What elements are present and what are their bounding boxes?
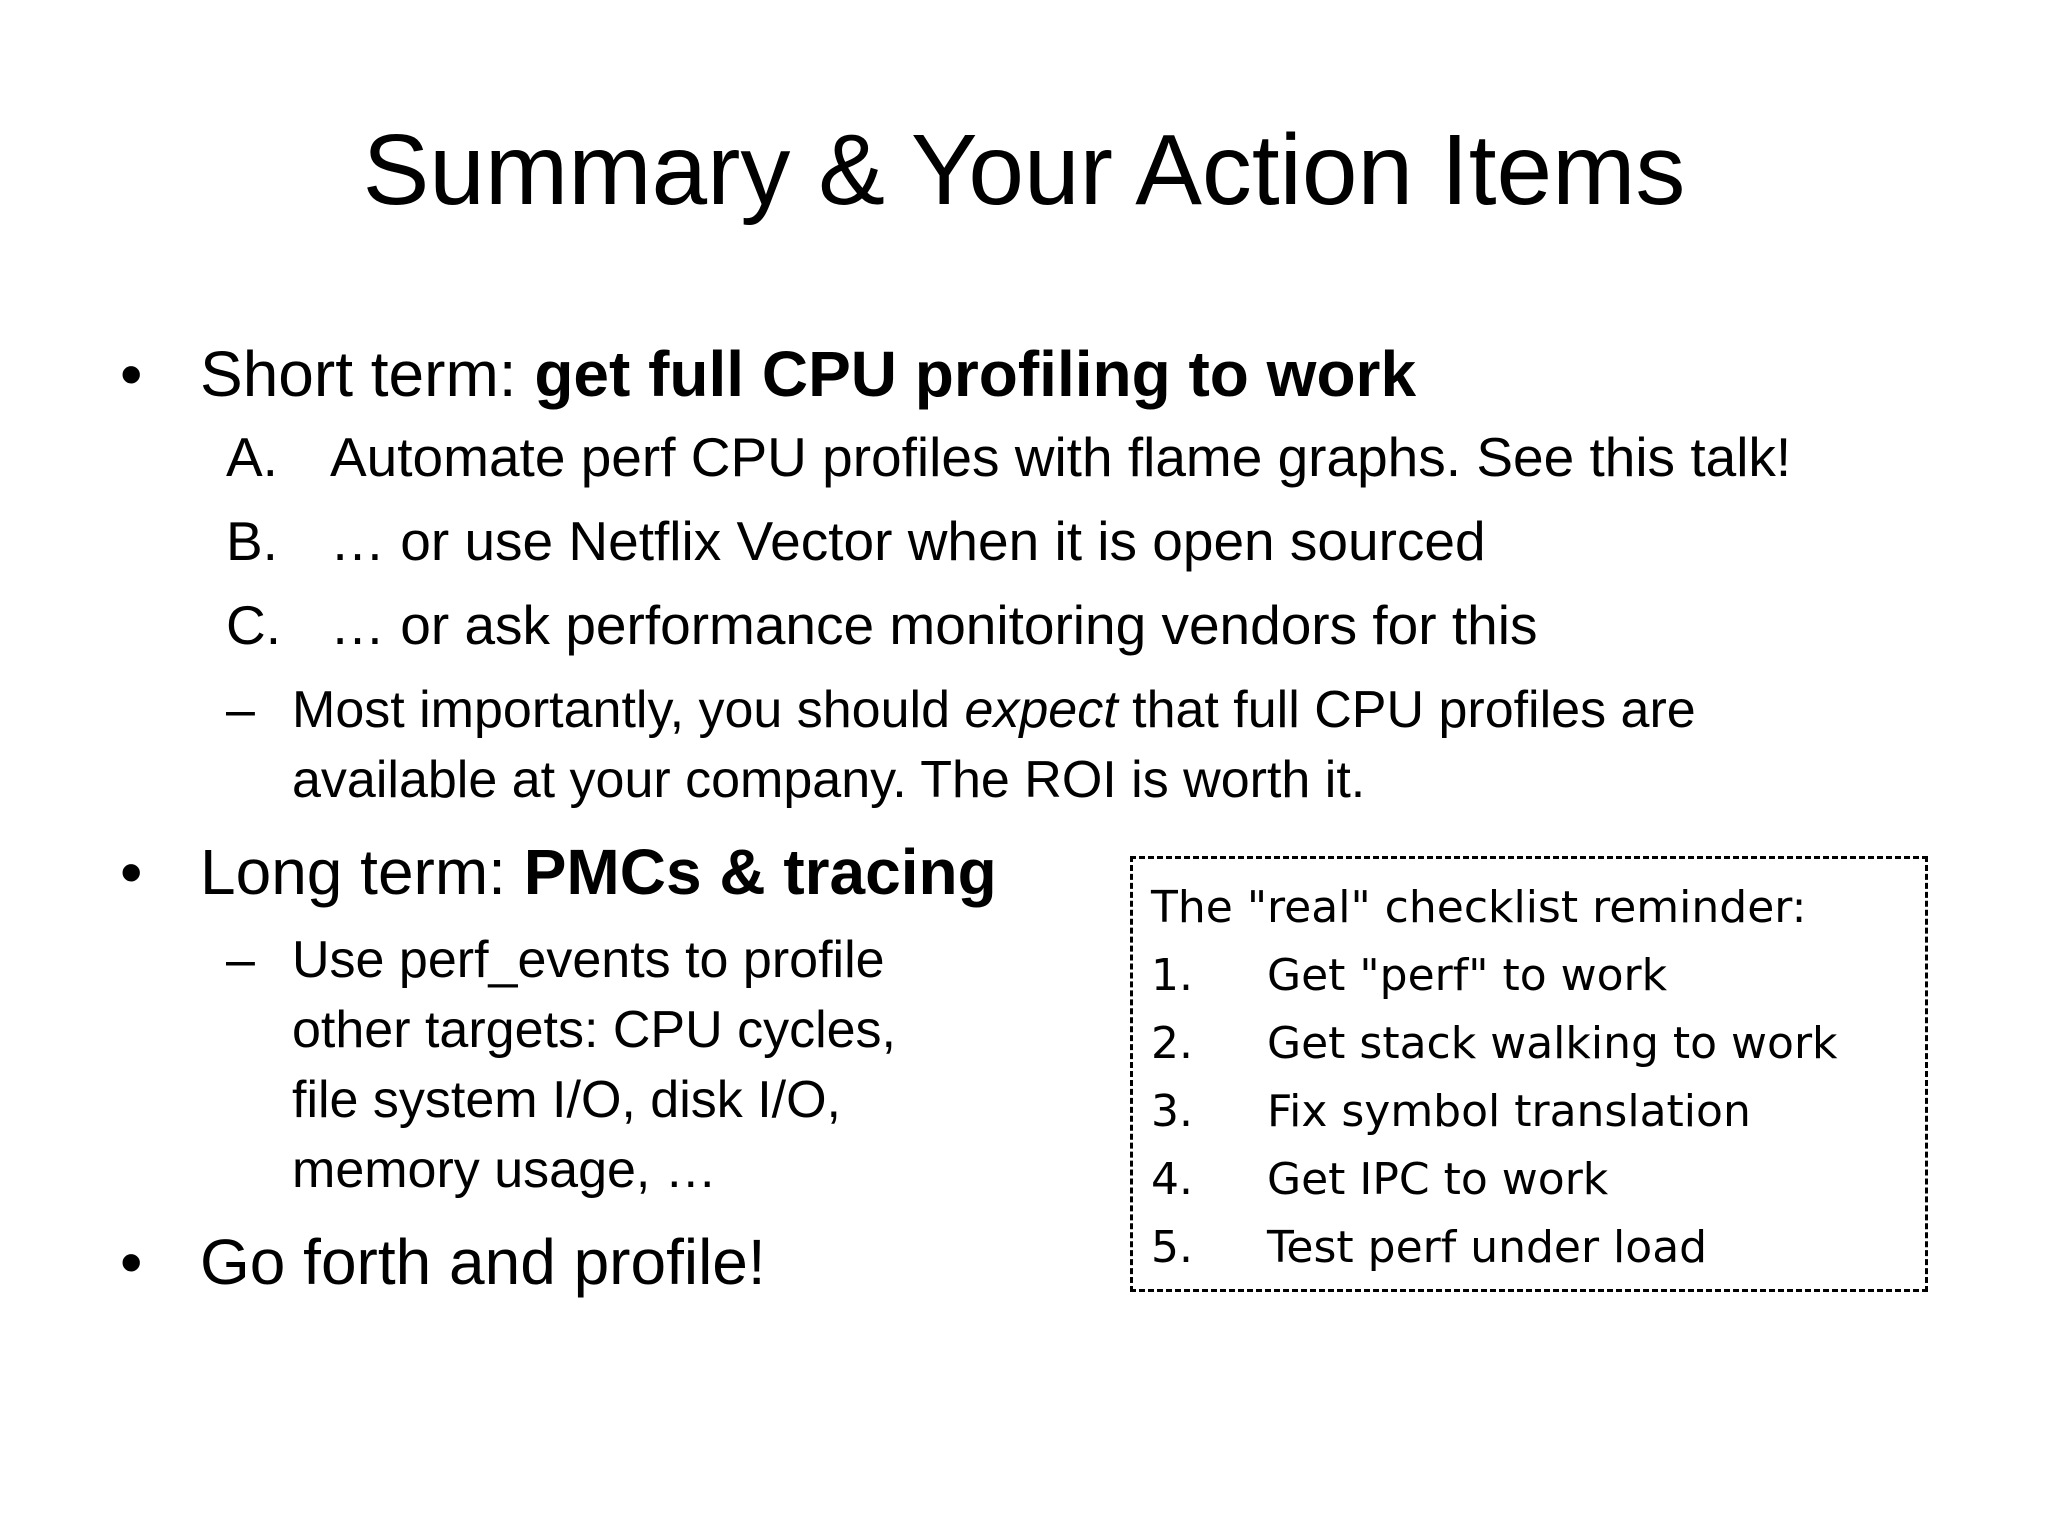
short-term-bold: get full CPU profiling to work [534, 338, 1417, 410]
checklist-text: Get "perf" to work [1267, 950, 1668, 1001]
note-before: Most importantly, you should [292, 681, 965, 739]
long-term-bold: PMCs & tracing [523, 836, 997, 908]
checklist-text: Get IPC to work [1267, 1154, 1609, 1205]
sub-line: other targets: CPU cycles, [292, 1001, 896, 1059]
checklist-number: 2. [1151, 1018, 1193, 1069]
checklist-text: Test perf under load [1267, 1222, 1708, 1273]
note-line-1 [292, 676, 1696, 744]
sub-line: file system I/O, disk I/O, [292, 1071, 841, 1129]
dash-marker: – [226, 681, 255, 739]
closing-text: Go forth and profile! [200, 1226, 766, 1298]
short-term-label: Short term: [200, 338, 535, 410]
long-term-line [200, 834, 997, 910]
checklist-number: 5. [1151, 1222, 1193, 1273]
sub-line: Use perf_events to profile [292, 931, 885, 989]
item-text: … or use Netflix Vector when it is open sourced [330, 510, 1486, 572]
dash-marker: – [226, 931, 255, 989]
checklist-number: 1. [1151, 950, 1193, 1001]
item-marker: C. [226, 594, 281, 656]
item-marker: B. [226, 510, 278, 572]
sub-line: memory usage, … [292, 1141, 717, 1199]
note-line-2: available at your company. The ROI is worth it. [292, 751, 1366, 809]
bullet-marker: • [120, 1226, 143, 1298]
checklist-text: Fix symbol translation [1267, 1086, 1751, 1137]
checklist-text: Get stack walking to work [1267, 1018, 1838, 1069]
short-term-line [200, 336, 1416, 412]
item-text: Automate perf CPU profiles with flame graphs. See this talk! [330, 426, 1792, 488]
item-marker: A. [226, 426, 278, 488]
bullet-marker: • [120, 338, 143, 410]
note-after: that full CPU profiles are [1117, 681, 1696, 739]
checklist-number: 4. [1151, 1154, 1193, 1205]
slide-title: Summary & Your Action Items [362, 114, 1686, 226]
bullet-marker: • [120, 836, 143, 908]
note-italic: expect [964, 681, 1118, 739]
checklist-heading: The "real" checklist reminder: [1151, 882, 1807, 933]
long-term-label: Long term: [200, 836, 524, 908]
checklist-number: 3. [1151, 1086, 1193, 1137]
item-text: … or ask performance monitoring vendors for this [330, 594, 1538, 656]
checklist-box [1130, 856, 1928, 1292]
